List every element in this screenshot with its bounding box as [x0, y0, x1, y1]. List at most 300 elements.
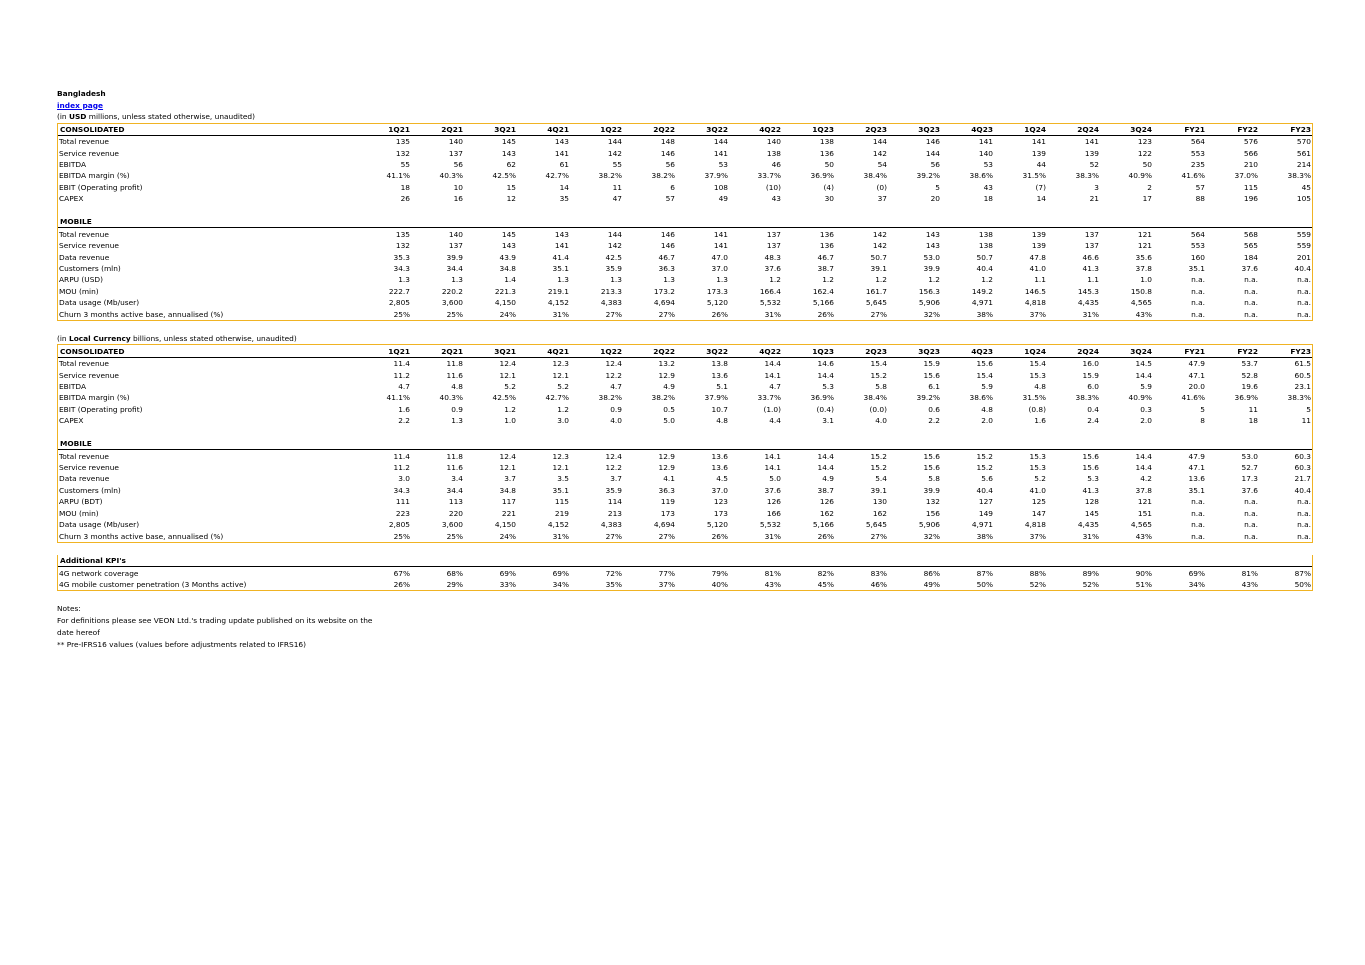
table-cell: 26%: [711, 309, 728, 319]
table-row: [58, 309, 1312, 320]
row-label: Data revenue: [59, 474, 110, 484]
table-cell: 210: [1243, 160, 1258, 170]
table-cell: 0.9: [610, 404, 622, 414]
column-header: [835, 216, 888, 228]
table-cell: 4.8: [451, 381, 463, 391]
column-header: [835, 555, 888, 567]
table-cell: 36.9%: [810, 171, 834, 181]
row-label: EBIT (Operating profit): [59, 404, 143, 414]
table-row: [58, 135, 1312, 147]
table-cell: 10.7: [711, 404, 728, 414]
table-cell: 27%: [658, 531, 675, 541]
table-cell: 5.9: [981, 381, 993, 391]
table-cell: 10: [453, 182, 463, 192]
table-cell: 1.0: [1140, 275, 1152, 285]
table-cell: 147: [1031, 508, 1046, 518]
table-cell: 149.2: [971, 286, 993, 296]
column-header: 3Q24: [1130, 346, 1152, 356]
column-header: 1Q21: [388, 346, 410, 356]
table-cell: 143: [925, 229, 940, 239]
table-cell: 37.9%: [704, 171, 728, 181]
table-cell: 173: [713, 508, 728, 518]
table-cell: 162: [872, 508, 887, 518]
table-cell: 15.4: [870, 359, 887, 369]
row-label: CAPEX: [59, 194, 84, 204]
table-cell: 136: [819, 229, 834, 239]
table-cell: 144: [607, 137, 622, 147]
row-label: Service revenue: [59, 463, 119, 473]
column-header: FY22: [1237, 124, 1258, 134]
column-header: [1206, 438, 1259, 450]
table-cell: 33%: [499, 579, 516, 589]
table-cell: 35: [559, 194, 569, 204]
table-cell: 55: [400, 160, 410, 170]
table-cell: 40.4: [1294, 485, 1311, 495]
table-cell: (4): [823, 182, 834, 192]
column-header: [411, 438, 464, 450]
table-cell: 38.2%: [651, 171, 675, 181]
table-cell: 34%: [552, 579, 569, 589]
table-cell: 162: [819, 508, 834, 518]
table-cell: 4,971: [971, 298, 993, 308]
section-label: CONSOLIDATED: [60, 346, 125, 356]
table-cell: 4.9: [822, 474, 834, 484]
table-cell: 4.4: [769, 416, 781, 426]
column-header: [676, 438, 729, 450]
table-cell: 37: [877, 194, 887, 204]
table-cell: 576: [1243, 137, 1258, 147]
table-cell: 42.5: [605, 252, 622, 262]
table-cell: 57: [665, 194, 675, 204]
table-cell: 37.8: [1135, 485, 1152, 495]
table-cell: 11.4: [393, 359, 410, 369]
table-cell: 40%: [711, 579, 728, 589]
table-cell: 37.6: [764, 263, 781, 273]
table-cell: 50: [824, 160, 834, 170]
table-cell: 81%: [764, 568, 781, 578]
table-cell: 60.3: [1294, 451, 1311, 461]
column-header: [729, 438, 782, 450]
table-cell: 40.9%: [1128, 171, 1152, 181]
table-cell: 5,120: [706, 298, 728, 308]
column-header: 4Q23: [971, 124, 993, 134]
table-cell: 39.9: [923, 263, 940, 273]
table-cell: 15.4: [1029, 359, 1046, 369]
column-header: [1206, 555, 1259, 567]
table-cell: 144: [713, 137, 728, 147]
table-cell: 37%: [658, 579, 675, 589]
table-cell: 15.9: [923, 359, 940, 369]
table-cell: 12.2: [605, 370, 622, 380]
table-cell: 0.3: [1140, 404, 1152, 414]
table-cell: 38.4%: [863, 393, 887, 403]
table-cell: 40.9%: [1128, 393, 1152, 403]
table-cell: 47.9: [1188, 359, 1205, 369]
table-cell: 11.6: [446, 463, 463, 473]
table-cell: 26: [400, 194, 410, 204]
table-cell: 14.1: [764, 463, 781, 473]
table-cell: 21: [1089, 194, 1099, 204]
table-cell: 24%: [499, 531, 516, 541]
table-cell: 17: [1142, 194, 1152, 204]
table-cell: 149: [978, 508, 993, 518]
column-header: 3Q22: [706, 124, 728, 134]
table-cell: 21.7: [1294, 474, 1311, 484]
table-cell: 143: [501, 148, 516, 158]
table-cell: 1.1: [1034, 275, 1046, 285]
table-cell: 5,645: [865, 520, 887, 530]
table-cell: 77%: [658, 568, 675, 578]
spacer-cell: [58, 205, 1312, 216]
table-cell: 43%: [764, 579, 781, 589]
table-cell: 6: [670, 182, 675, 192]
table-cell: 41.3: [1082, 263, 1099, 273]
table-cell: 15.4: [976, 370, 993, 380]
table-cell: 3: [1094, 182, 1099, 192]
table-cell: 3.4: [451, 474, 463, 484]
table-cell: 41.6%: [1181, 171, 1205, 181]
table-cell: 19.6: [1241, 381, 1258, 391]
column-header: [358, 216, 411, 228]
table-cell: 4.0: [875, 416, 887, 426]
column-header: [358, 438, 411, 450]
column-header: 1Q22: [600, 346, 622, 356]
column-header: [570, 555, 623, 567]
table-cell: (10): [765, 182, 781, 192]
table-cell: 219.1: [547, 286, 569, 296]
row-label: Customers (mln): [59, 485, 121, 495]
table-row: [58, 404, 1312, 415]
table-cell: 18: [400, 182, 410, 192]
table-cell: 56: [453, 160, 463, 170]
column-header: [570, 438, 623, 450]
table-cell: 47.0: [711, 252, 728, 262]
table-row: [58, 286, 1312, 297]
table-row: [58, 496, 1312, 507]
table-cell: 37.0: [711, 263, 728, 273]
table-row: [58, 567, 1312, 579]
table-cell: 5,645: [865, 298, 887, 308]
table-cell: n.a.: [1244, 298, 1258, 308]
row-label: 4G mobile customer penetration (3 Months active): [59, 579, 247, 589]
table-cell: 137: [766, 241, 781, 251]
table-cell: 108: [713, 182, 728, 192]
column-header: 3Q23: [918, 346, 940, 356]
table-cell: 12.4: [499, 359, 516, 369]
table-cell: 69%: [1188, 568, 1205, 578]
table-cell: 126: [819, 497, 834, 507]
table-cell: 27%: [870, 531, 887, 541]
column-header: [1259, 555, 1312, 567]
table-cell: 68%: [446, 568, 463, 578]
table-cell: 111: [395, 497, 410, 507]
table-cell: 37.6: [764, 485, 781, 495]
table-cell: 38.2%: [598, 171, 622, 181]
table-cell: (0.0): [869, 404, 887, 414]
table-cell: 14.4: [817, 463, 834, 473]
table-cell: 88: [1195, 194, 1205, 204]
table-row: [58, 228, 1312, 240]
table-cell: 14.1: [764, 451, 781, 461]
table-cell: 50%: [976, 579, 993, 589]
table-cell: 5.3: [822, 381, 834, 391]
table-cell: 1.3: [451, 275, 463, 285]
table-cell: 0.5: [663, 404, 675, 414]
table-cell: 1.3: [557, 275, 569, 285]
table-cell: 137: [1084, 229, 1099, 239]
table-cell: 8: [1200, 416, 1205, 426]
table-cell: 5: [1306, 404, 1311, 414]
column-header: [517, 438, 570, 450]
column-header: FY21: [1184, 346, 1205, 356]
table-cell: 140: [448, 137, 463, 147]
table-cell: 34.4: [446, 263, 463, 273]
table-cell: 4,818: [1024, 298, 1046, 308]
table-cell: 113: [448, 497, 463, 507]
table-cell: n.a.: [1191, 309, 1205, 319]
table-cell: 2.4: [1087, 416, 1099, 426]
table-cell: n.a.: [1191, 531, 1205, 541]
table-cell: 161.7: [865, 286, 887, 296]
table-cell: 3.7: [610, 474, 622, 484]
table-cell: 0.9: [451, 404, 463, 414]
table-cell: 14.4: [817, 370, 834, 380]
table-cell: 30: [824, 194, 834, 204]
table-cell: 1.3: [716, 275, 728, 285]
table-cell: 223: [395, 508, 410, 518]
table-cell: 47.1: [1188, 463, 1205, 473]
table-cell: 11: [1301, 416, 1311, 426]
table-cell: 15.6: [1082, 463, 1099, 473]
table-cell: 12.1: [499, 370, 516, 380]
table-cell: 162.4: [812, 286, 834, 296]
column-header: 1Q21: [388, 124, 410, 134]
table-row: [58, 251, 1312, 262]
table-cell: 12.9: [658, 370, 675, 380]
table-cell: 31%: [1082, 309, 1099, 319]
table-cell: 117: [501, 497, 516, 507]
table-cell: 5.0: [663, 416, 675, 426]
column-header: [888, 438, 941, 450]
column-header: 2Q22: [653, 124, 675, 134]
table-cell: 173.3: [706, 286, 728, 296]
table-row: [58, 508, 1312, 519]
table-cell: 222.7: [388, 286, 410, 296]
table-cell: 12.9: [658, 451, 675, 461]
table-cell: 15.2: [870, 451, 887, 461]
table-cell: 3,600: [441, 298, 463, 308]
row-label: ARPU (BDT): [59, 497, 103, 507]
table-cell: 35%: [605, 579, 622, 589]
column-header: [1206, 216, 1259, 228]
spreadsheet: [57, 88, 1313, 651]
table-cell: 36.3: [658, 263, 675, 273]
column-header: [941, 438, 994, 450]
table-cell: 173: [660, 508, 675, 518]
column-header: [729, 555, 782, 567]
table-cell: 4,565: [1130, 520, 1152, 530]
table-cell: 3.0: [398, 474, 410, 484]
table-cell: 1.6: [1034, 416, 1046, 426]
column-header: [676, 555, 729, 567]
table-cell: 146: [660, 229, 675, 239]
note-line: date hereof: [57, 628, 100, 638]
table-cell: 4,694: [653, 298, 675, 308]
table-cell: 138: [766, 148, 781, 158]
table-cell: 52.7: [1241, 463, 1258, 473]
table-row: [58, 473, 1312, 484]
index-page-link[interactable]: index page: [57, 100, 104, 110]
row-label: Service revenue: [59, 370, 119, 380]
column-header: 2Q22: [653, 346, 675, 356]
table-cell: 15.2: [976, 463, 993, 473]
table-cell: 46: [771, 160, 781, 170]
column-header: [1153, 438, 1206, 450]
spacer-row: [58, 205, 1312, 216]
table-cell: 42.7%: [545, 393, 569, 403]
table-cell: 142: [607, 241, 622, 251]
table-cell: n.a.: [1297, 309, 1311, 319]
table-cell: 4.9: [663, 381, 675, 391]
table-cell: 122: [1137, 148, 1152, 158]
table-cell: 52%: [1082, 579, 1099, 589]
column-header: [623, 438, 676, 450]
row-label: Data usage (Mb/user): [59, 298, 140, 308]
table-cell: n.a.: [1244, 309, 1258, 319]
table-cell: 126: [766, 497, 781, 507]
table-cell: 125: [1031, 497, 1046, 507]
table-cell: 37.8: [1135, 263, 1152, 273]
row-label: ARPU (USD): [59, 275, 103, 285]
table-cell: 15.3: [1029, 451, 1046, 461]
table-cell: 143: [925, 241, 940, 251]
table-cell: 166: [766, 508, 781, 518]
row-label: EBITDA: [59, 160, 87, 170]
table-cell: 41.3: [1082, 485, 1099, 495]
table-cell: 15.6: [923, 451, 940, 461]
table-cell: 1.4: [504, 275, 516, 285]
row-label: EBITDA margin (%): [59, 171, 130, 181]
table-cell: 14.4: [1135, 463, 1152, 473]
table-cell: 146.5: [1024, 286, 1046, 296]
column-header: 4Q22: [759, 124, 781, 134]
table-cell: 5,166: [812, 298, 834, 308]
table-cell: 5.8: [928, 474, 940, 484]
table-cell: 37.9%: [704, 393, 728, 403]
column-header: 1Q24: [1024, 346, 1046, 356]
table-cell: 143: [554, 229, 569, 239]
table-cell: 145: [501, 137, 516, 147]
table-cell: 43%: [1135, 309, 1152, 319]
table-cell: 141: [713, 229, 728, 239]
table-cell: 141: [978, 137, 993, 147]
table-cell: n.a.: [1297, 520, 1311, 530]
table-cell: 16.0: [1082, 359, 1099, 369]
table-cell: 34.4: [446, 485, 463, 495]
table-cell: 15.6: [976, 359, 993, 369]
table-cell: 144: [607, 229, 622, 239]
table-cell: 37.0%: [1234, 171, 1258, 181]
table-cell: 5.9: [1140, 381, 1152, 391]
table-cell: 214: [1296, 160, 1311, 170]
table-cell: 564: [1190, 137, 1205, 147]
row-label: 4G network coverage: [59, 568, 139, 578]
table-cell: 27%: [605, 309, 622, 319]
table-cell: 53.0: [923, 252, 940, 262]
table-cell: 145: [1084, 508, 1099, 518]
table-cell: 561: [1296, 148, 1311, 158]
table-row: [58, 263, 1312, 274]
row-label: CAPEX: [59, 416, 84, 426]
column-header: 4Q21: [547, 346, 569, 356]
table-cell: 5: [935, 182, 940, 192]
table-cell: 13.8: [711, 359, 728, 369]
table-cell: 34.3: [393, 485, 410, 495]
table-cell: 144: [872, 137, 887, 147]
table-cell: 35.1: [552, 485, 569, 495]
table-cell: 213: [607, 508, 622, 518]
table-cell: 45: [1301, 182, 1311, 192]
table-cell: 132: [395, 241, 410, 251]
table-cell: 53: [718, 160, 728, 170]
table-cell: 60.5: [1294, 370, 1311, 380]
table-cell: 15.9: [1082, 370, 1099, 380]
table-cell: 5.3: [1087, 474, 1099, 484]
table-cell: 148: [660, 137, 675, 147]
section-header-row: [58, 555, 1312, 567]
table-cell: 4,152: [547, 298, 569, 308]
table-cell: 1.2: [875, 275, 887, 285]
column-header: [994, 438, 1047, 450]
table-cell: 4.8: [981, 404, 993, 414]
table-cell: 5.8: [875, 381, 887, 391]
column-header: 4Q23: [971, 346, 993, 356]
column-header: 2Q23: [865, 346, 887, 356]
table-cell: 39.9: [923, 485, 940, 495]
table-cell: n.a.: [1191, 508, 1205, 518]
table-cell: 89%: [1082, 568, 1099, 578]
column-header: 1Q22: [600, 124, 622, 134]
table-cell: 41.6%: [1181, 393, 1205, 403]
table-cell: 137: [448, 241, 463, 251]
column-header: [623, 216, 676, 228]
column-header: [1259, 438, 1312, 450]
table-cell: 12.3: [552, 359, 569, 369]
table-cell: 45%: [817, 579, 834, 589]
table-cell: 5: [1200, 404, 1205, 414]
table-cell: 61: [559, 160, 569, 170]
table-cell: 138: [819, 137, 834, 147]
table-cell: 184: [1243, 252, 1258, 262]
table-cell: 35.1: [1188, 263, 1205, 273]
table-cell: 40.3%: [439, 393, 463, 403]
table-cell: 61.5: [1294, 359, 1311, 369]
column-header: 1Q24: [1024, 124, 1046, 134]
column-header: [729, 216, 782, 228]
table-cell: 49: [718, 194, 728, 204]
table-cell: 568: [1243, 229, 1258, 239]
table-cell: 2,805: [388, 298, 410, 308]
table-cell: 115: [1243, 182, 1258, 192]
table-cell: 36.3: [658, 485, 675, 495]
table-cell: 39.1: [870, 485, 887, 495]
table-cell: 173.2: [653, 286, 675, 296]
table-cell: n.a.: [1191, 497, 1205, 507]
table-cell: 564: [1190, 229, 1205, 239]
table-cell: 566: [1243, 148, 1258, 158]
page-title: Bangladesh: [57, 89, 106, 98]
column-header: [517, 555, 570, 567]
